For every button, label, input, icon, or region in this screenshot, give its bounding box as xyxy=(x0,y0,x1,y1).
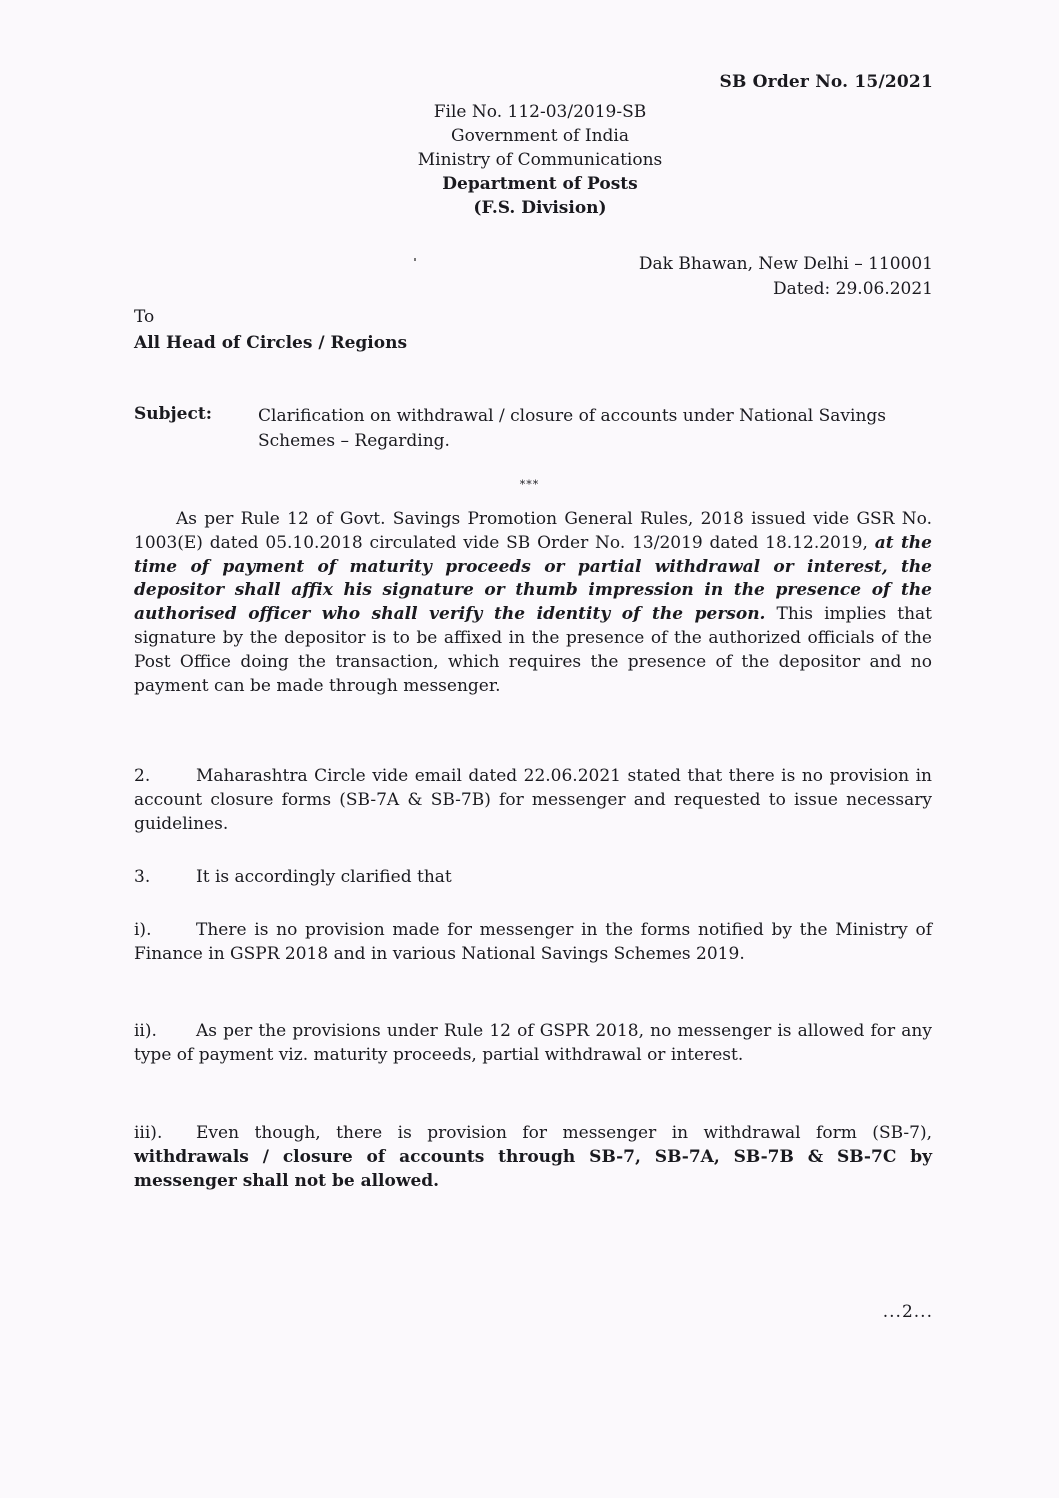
section-separator: *** xyxy=(519,478,540,491)
ministry-name: Ministry of Communications xyxy=(417,150,663,170)
department-name: Department of Posts xyxy=(442,174,638,194)
paragraph-3-number: 3. xyxy=(134,867,151,887)
government-name: Government of India xyxy=(451,126,629,146)
letterhead xyxy=(380,100,700,220)
paragraph-3-text: It is accordingly clarified that xyxy=(196,867,452,887)
point-2-text: As per the provisions under Rule 12 of GSPR 2018, no messenger is allowed for any type of payment viz. maturity proceeds, partial withdrawal or interest. xyxy=(134,1021,932,1065)
scan-speck xyxy=(414,258,416,261)
paragraph-1-emphasis: at the time of payment of maturity proceeds or partial withdrawal or interest, the depositor shall affix his signature or thumb impression in the presence of the authorised officer who shall verify the identity of the person. xyxy=(134,532,932,625)
point-1-text: There is no provision made for messenger in the forms notified by the Ministry of Finance in GSPR 2018 and in various National Savings Schemes 2019. xyxy=(134,920,932,964)
order-number: SB Order No. 15/2021 xyxy=(719,72,933,92)
point-3-text: Even though, there is provision for messenger in withdrawal form (SB-7), xyxy=(196,1123,932,1143)
clarification-point-3 xyxy=(134,1122,932,1193)
paragraph-1-rest: This implies that signature by the depositor is to be affixed in the presence of the authorized officials of the Post Office doing the transaction, which requires the presence of the depositor and no payment can be made through messenger. xyxy=(134,604,932,696)
subject-text: Clarification on withdrawal / closure of accounts under National Savings Schemes – Regarding. xyxy=(258,406,886,451)
point-1-number: i). xyxy=(134,920,152,940)
clarification-point-2 xyxy=(134,1020,932,1068)
to-label: To xyxy=(134,307,155,327)
point-2-number: ii). xyxy=(134,1021,157,1041)
recipient-name: All Head of Circles / Regions xyxy=(134,333,408,353)
file-number: File No. 112-03/2019-SB xyxy=(433,102,647,122)
division-name: (F.S. Division) xyxy=(473,198,607,218)
clarification-point-1 xyxy=(134,919,932,967)
point-3-number: iii). xyxy=(134,1123,163,1143)
paragraph-2-text: Maharashtra Circle vide email dated 22.06.2021 stated that there is no provision in account closure forms (SB-7A & SB-7B) for messenger and requested to issue necessary guidelines. xyxy=(134,766,932,834)
paragraph-3 xyxy=(134,866,932,890)
paragraph-1 xyxy=(134,508,932,698)
issue-date: Dated: 29.06.2021 xyxy=(772,279,933,299)
paragraph-2-number: 2. xyxy=(134,766,151,786)
paragraph-2 xyxy=(134,765,932,836)
point-3-bold-text: withdrawals / closure of accounts through SB-7, SB-7A, SB-7B & SB-7C by messenger shall not be allowed. xyxy=(134,1146,932,1191)
office-address: Dak Bhawan, New Delhi – 110001 xyxy=(638,254,933,274)
paragraph-1-intro: As per Rule 12 of Govt. Savings Promotion General Rules, 2018 issued vide GSR No. 1003(E) dated 05.10.2018 circulated vide SB Order No. 13/2019 dated 18.12.2019, xyxy=(134,509,932,553)
place-date-block xyxy=(639,252,933,302)
page-continuation-marker: ...2... xyxy=(882,1302,933,1322)
recipient-block xyxy=(134,304,407,356)
subject-label: Subject: xyxy=(134,404,212,424)
